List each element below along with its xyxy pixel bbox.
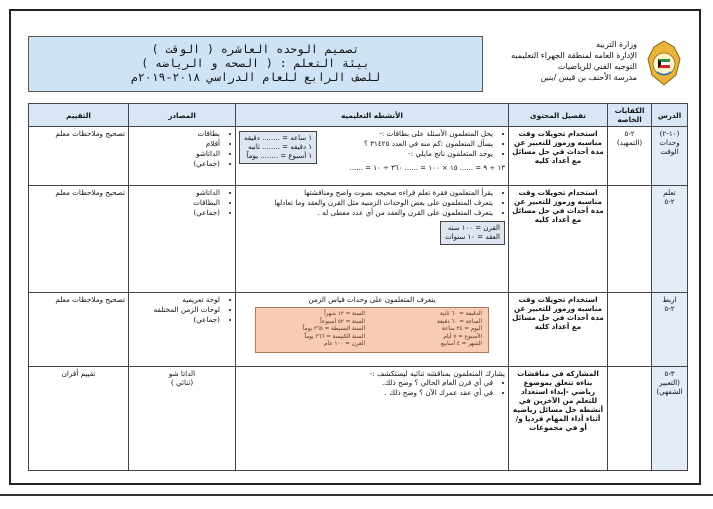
resource-list [132,129,232,168]
title-line: تصميم الوحده العاشره ( الوقت ) [151,42,360,56]
lesson-cell [652,367,688,471]
lesson-cell [652,293,688,367]
list-item: • (جماعي) [132,208,220,217]
list-item: • يقرأ المتعلمون فقرة تعلم قراءه صحيحه بصوت واضح ومناقشتها [239,188,493,197]
table-row [29,186,688,293]
competency-cell [608,186,652,293]
unit-item: السنة = ١٢ شهراً [324,311,365,317]
ministry-line: وزارة التربيه [596,40,637,49]
activity-list [239,188,505,217]
unit-item: الأسبوع = ٧ أيام [443,333,482,340]
lesson-text: تعلم [663,188,676,197]
lesson-text: الوقت [660,147,679,156]
list-item: • يتعرف المتعلمون على بعض الوحدات الزمنيه مثل القرن والعقد وما تعادلها [239,198,493,207]
unit-item: الدقيقة = ٦٠ ثانية [440,311,482,317]
resource-text: الداتا شو [168,369,196,378]
activity-intro: يشارك المتعلمون بمناقشه ثنائيه ليستكشف :- [369,369,505,378]
table-row [29,127,688,186]
list-item: • أقلام [132,139,220,148]
list-item: • يسأل المتعلمون :كم منه في العدد ٣١٤٢٥ ؟ [239,139,493,148]
evaluation-cell: تصحيح وملاحظات معلم [29,293,129,367]
competency-cell [608,127,652,186]
activities-cell [236,127,509,186]
time-conversion-box [239,131,317,164]
resource-list [132,188,232,217]
evaluation-cell: تصحيح وملاحظات معلم [29,127,129,186]
lesson-text: وحدات [659,138,680,147]
content-cell: استخدام تحويلات وقت مناسبه ورموز للتعبير عن مدة أحداث في حل مسائل مع أعداد كليه [509,127,608,186]
resources-cell [129,367,236,471]
list-item: • في أي قرن العام الحالي ؟ وضح ذلك. [239,378,493,387]
evaluation-cell: تقييم أقران [29,367,129,471]
content-cell: استخدام تحويلات وقت مناسبه ورموز للتعبير عن مدة أحداث في حل مسائل مع أعداد كليه [509,293,608,367]
unit-item: الساعة = ٦٠ دقيقة [436,318,482,325]
unit-title-box [28,36,483,92]
box-line: ١ أسبوع = ........ يوماً [246,152,313,160]
list-item: • لوحة تعريفيه [132,295,220,304]
column-header: الدرس [652,104,688,127]
competency-cell [608,293,652,367]
unit-item: السنة = ٥٢ أسبوعاً [320,318,365,325]
century-decade-box [440,221,505,245]
list-item: • لوحات الزمن المختلفه [132,305,220,314]
ministry-line: مدرسة الأحنف بن قيس /بنين [540,73,637,82]
list-item: • في أي عقد عمرك الآن ؟ وضح ذلك . [239,388,493,397]
title-line: للصف الرابع للعام الدراسي ٢٠١٨-٢٠١٩م [130,70,381,84]
list-item: • الداتاشو [132,188,220,197]
box-line: ١ ساعه = ........ دقيقه [244,134,313,142]
list-item: • بطاقات [132,129,220,138]
resources-cell [129,186,236,293]
time-units-card [255,307,489,353]
unit-item: السنة البسيطة = ٣٦٥ يوماً [302,326,365,332]
lesson-cell [652,127,688,186]
content-cell: المشاركه في مناقشات بناءه تتعلق بموضوع رياضي -إبداء استعداد للتعلم من الآخرين في أنشطه حل مسائل رياضيه أثناء أداء المهام فرديا و/ أو في مجموعات [509,367,608,471]
lesson-text: ٣-٥ [664,369,675,378]
activities-cell [236,186,509,293]
box-line: ١ دقيقه = ........ ثانيه [248,143,313,151]
lesson-text: (التعبير [659,378,680,387]
unit-item: السنة الكبيسة = ٣٦٦ يوماً [304,333,365,340]
list-item: • يحل المتعلمون الأسئلة على بطاقات :- [239,129,493,138]
column-header: التقييم [29,104,129,127]
unit-item: القرن = ١٠٠ عام [324,341,365,347]
header [28,36,687,92]
table-row [29,367,688,471]
column-header: الكفايات الخاصه [608,104,652,127]
resource-list [132,295,232,324]
list-item: • (جماعي) [132,315,220,324]
lesson-text: ٢-٥ [664,197,675,206]
ministry-line: الإدارة العامه لمنطقة الجهراء التعليميه [511,51,637,60]
division-exercise: ١٣ ÷ ٩ = ...... ١٥ × ١٠٠ = ...... ٣٦٠ ÷ ١٠ = ...... [349,164,505,172]
content-cell: استخدام تحويلات وقت مناسبه ورموز للتعبير عن مدة أحداث في حل مسائل مع أعداد كليه [509,186,608,293]
lesson-text: (١٠-٢) [659,129,680,138]
bottom-divider [0,494,713,496]
lesson-cell [652,186,688,293]
unit-plan-table [28,103,688,471]
table-row [29,293,688,367]
activities-cell [236,293,509,367]
unit-item: اليوم = ٢٤ ساعة [441,326,482,332]
column-header: تفصيل المحتوى [509,104,608,127]
ministry-info [489,39,637,83]
ministry-emblem-icon [641,38,687,88]
list-item: • يوجد المتعلمون ناتج مايلي :- [239,149,493,158]
activity-list [239,378,505,397]
competency-text: (التمهيد) [616,138,643,147]
list-item: • يتعرف المتعلمون على القرن والعقد من أي عدد معطى له . [239,208,493,217]
list-item: • (جماعي) [132,159,220,168]
title-line: بيئة التعلم : ( الصحه و الرياضه ) [141,56,370,70]
lesson-text: ٢-٥ [664,304,675,313]
evaluation-cell: تصحيح وملاحظات معلم [29,186,129,293]
activities-cell [236,367,509,471]
lesson-text: اربط [662,295,677,304]
ministry-line: التوجيه الفني للرياضيات [557,62,637,71]
resources-cell [129,293,236,367]
table-header-row [29,104,688,127]
competency-cell [608,367,652,471]
activity-intro: يتعرف المتعلمون على وحدات قياس الزمن [308,295,436,304]
column-header: الأنشطه التعليميه [236,104,509,127]
box-line: القرن = ١٠٠ سنه [447,224,500,232]
unit-item: الشهر = ٤ أسابيع [440,341,482,347]
box-line: العقد = ١٠ سنوات [445,233,500,241]
list-item: • البطاقات [132,198,220,207]
competency-text: ٢-٥ [624,129,635,138]
resource-text: (ثنائي ) [170,378,194,387]
lesson-text: الشفهي) [656,387,683,396]
list-item: • الداتاشو [132,149,220,158]
column-header: المصادر [129,104,236,127]
resources-cell [129,127,236,186]
